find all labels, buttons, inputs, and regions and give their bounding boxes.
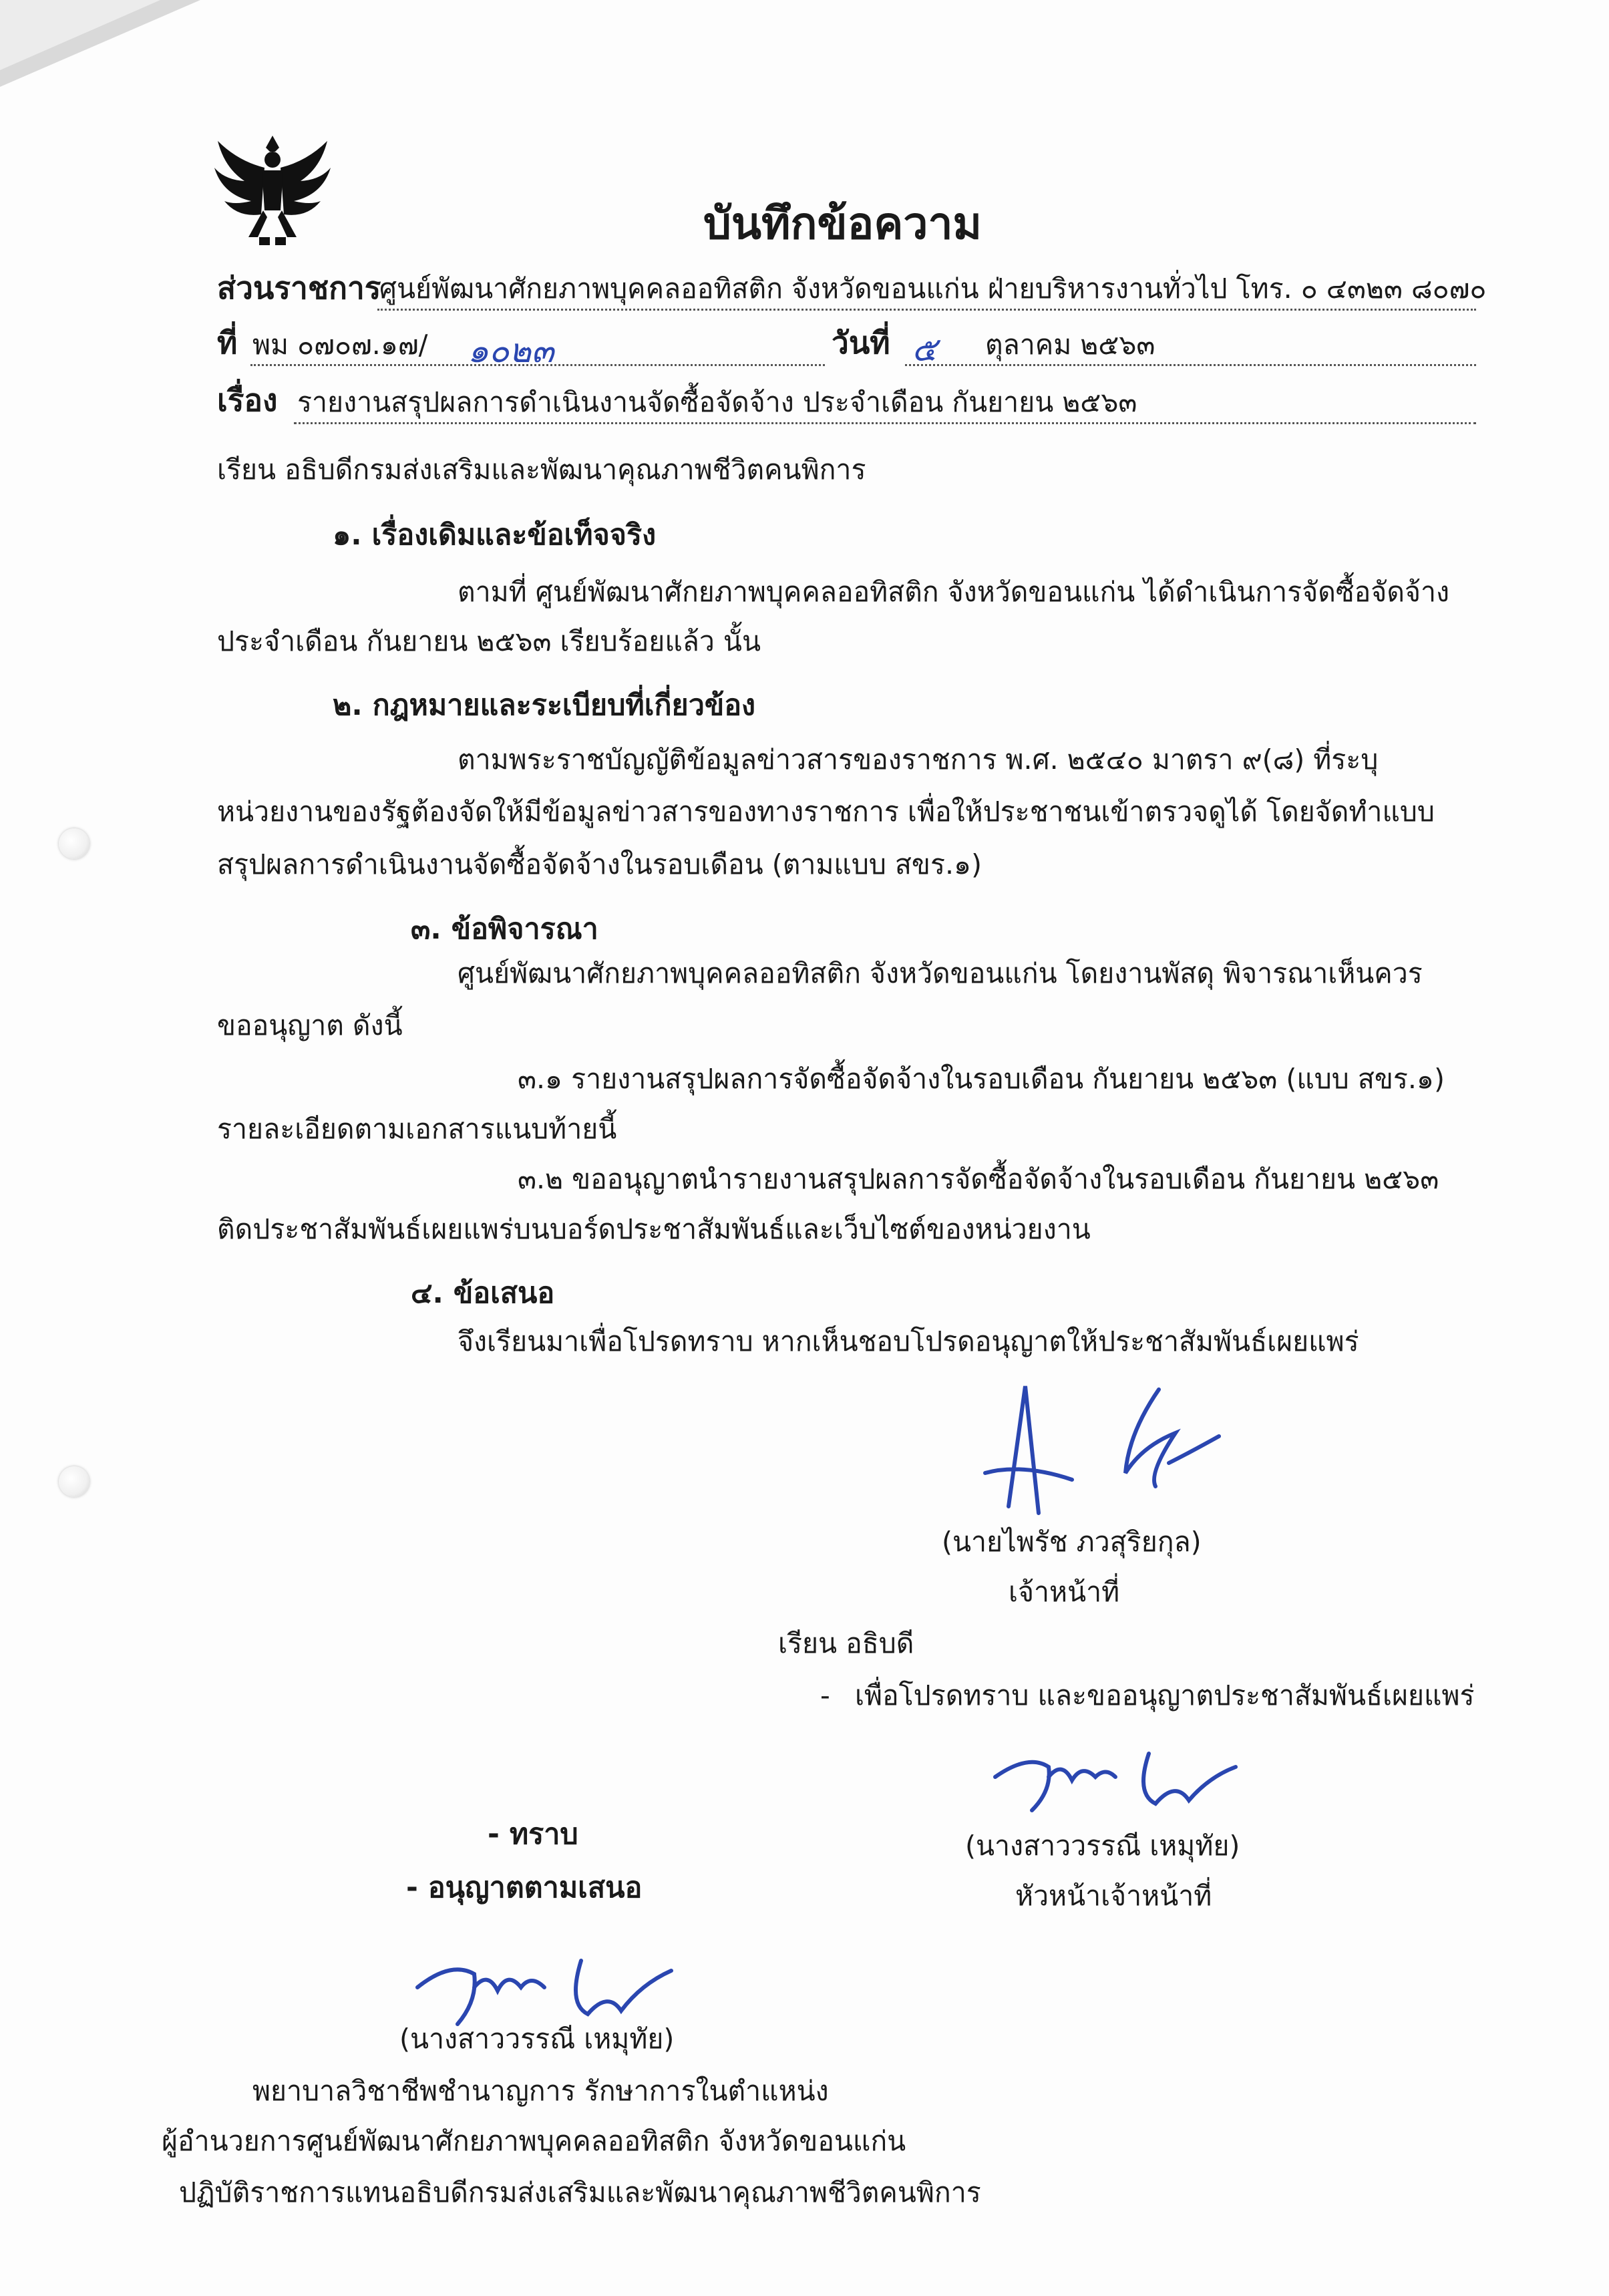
section-1-line-2: ประจำเดือน กันยายน ๒๕๖๓ เรียบร้อยแล้ว นั้น — [217, 625, 761, 657]
signer-3-position-2: ผู้อำนวยการศูนย์พัฒนาศักยภาพบุคคลออทิสติก จังหวัดขอนแก่น — [162, 2125, 906, 2157]
decision-approve: - อนุญาตตามเสนอ — [406, 1871, 643, 1905]
section-2-line-2: หน่วยงานของรัฐต้องจัดให้มีข้อมูลข่าวสารของทางราชการ เพื่อให้ประชาชนเข้าตรวจดูได้ โดยจัดทำแบบ — [217, 796, 1435, 828]
section-3-line-1: ศูนย์พัฒนาศักยภาพบุคคลออทิสติก จังหวัดขอนแก่น โดยงานพัสดุ พิจารณาเห็นควร — [458, 957, 1423, 989]
signature-2 — [989, 1740, 1242, 1814]
date-value: ตุลาคม ๒๕๖๓ — [985, 329, 1155, 361]
section-1-heading: ๑. เรื่องเดิมและข้อเท็จจริง — [333, 518, 657, 552]
subject-dotted-line — [294, 422, 1476, 424]
salutation: เรียน อธิบดีกรมส่งเสริมและพัฒนาคุณภาพชีวิตคนพิการ — [217, 454, 866, 486]
decision-acknowledge: - ทราบ — [488, 1818, 578, 1851]
subject-label: เรื่อง — [217, 382, 278, 418]
section-3-heading: ๓. ข้อพิจารณา — [411, 913, 598, 946]
garuda-emblem-icon — [212, 130, 333, 254]
section-3-1-line-1: ๓.๑ รายงานสรุปผลการจัดซื้อจัดจ้างในรอบเดือน กันยายน ๒๕๖๓ (แบบ สขร.๑) — [518, 1063, 1445, 1095]
section-2-line-3: สรุปผลการดำเนินงานจัดซื้อจัดจ้างในรอบเดือน (ตามแบบ สขร.๑) — [217, 848, 982, 880]
ref-number-handwritten: ๑๐๒๓ — [468, 331, 554, 370]
section-3-1-line-2: รายละเอียดตามเอกสารแนบท้ายนี้ — [217, 1113, 617, 1145]
punch-hole-lower — [59, 1466, 90, 1497]
section-3-2-line-2: ติดประชาสัมพันธ์เผยแพร่บนบอร์ดประชาสัมพันธ์และเว็บไซต์ของหน่วยงาน — [217, 1213, 1091, 1245]
section-4-line-1: จึงเรียนมาเพื่อโปรดทราบ หากเห็นชอบโปรดอนุญาตให้ประชาสัมพันธ์เผยแพร่ — [458, 1325, 1359, 1357]
signer-1-position: เจ้าหน้าที่ — [1009, 1576, 1120, 1608]
section-2-line-1: ตามพระราชบัญญัติข้อมูลข่าวสารของราชการ พ.ศ. ๒๕๔๐ มาตรา ๙(๘) ที่ระบุ — [458, 744, 1379, 776]
folded-corner — [0, 0, 200, 87]
ref-label: ที่ — [217, 325, 238, 361]
date-day-handwritten: ๕ — [912, 330, 937, 369]
section-3-2-line-1: ๓.๒ ขออนุญาตนำรายงานสรุปผลการจัดซื้อจัดจ้างในรอบเดือน กันยายน ๒๕๖๓ — [518, 1163, 1439, 1195]
signer-1-name: (นายไพรัช ภวสุริยกุล) — [942, 1526, 1202, 1558]
signer-3-name: (นางสาววรรณี เหมุทัย) — [399, 2023, 675, 2055]
agency-value: ศูนย์พัฒนาศักยภาพบุคคลออทิสติก จังหวัดขอนแก่น ฝ่ายบริหารงานทั่วไป โทร. ๐ ๔๓๒๓ ๘๐๗๐ — [379, 273, 1487, 305]
section-2-heading: ๒. กฎหมายและระเบียบที่เกี่ยวข้อง — [333, 689, 756, 722]
agency-dotted-line — [377, 309, 1476, 311]
signature-1 — [955, 1373, 1236, 1533]
signature-3 — [411, 1944, 678, 2031]
forward-purpose: เพื่อโปรดทราบ และขออนุญาตประชาสัมพันธ์เผยแพร่ — [855, 1679, 1475, 1711]
memo-title: บันทึกข้อความ — [703, 198, 982, 249]
agency-label: ส่วนราชการ — [217, 270, 381, 306]
ref-value: พม ๐๗๐๗.๑๗/ — [252, 329, 428, 361]
forward-to: เรียน อธิบดี — [778, 1627, 914, 1659]
date-dotted-line — [905, 364, 1476, 366]
signer-2-name: (นางสาววรรณี เหมุทัย) — [965, 1830, 1240, 1862]
signer-3-position-3: ปฏิบัติราชการแทนอธิบดีกรมส่งเสริมและพัฒนาคุณภาพชีวิตคนพิการ — [179, 2176, 981, 2208]
section-4-heading: ๔. ข้อเสนอ — [411, 1277, 555, 1310]
ref-dotted-line — [250, 364, 825, 366]
section-3-line-2: ขออนุญาต ดังนี้ — [217, 1009, 403, 1041]
signer-3-position-1: พยาบาลวิชาชีพชำนาญการ รักษาการในตำแหน่ง — [252, 2075, 829, 2107]
date-label: วันที่ — [832, 325, 890, 361]
forward-dash: - — [820, 1679, 830, 1711]
subject-value: รายงานสรุปผลการดำเนินงานจัดซื้อจัดจ้าง ประจำเดือน กันยายน ๒๕๖๓ — [297, 386, 1137, 418]
section-1-line-1: ตามที่ ศูนย์พัฒนาศักยภาพบุคคลออทิสติก จังหวัดขอนแก่น ได้ดำเนินการจัดซื้อจัดจ้าง — [458, 576, 1450, 608]
signer-2-position: หัวหน้าเจ้าหน้าที่ — [1015, 1880, 1212, 1912]
punch-hole-upper — [59, 828, 90, 859]
